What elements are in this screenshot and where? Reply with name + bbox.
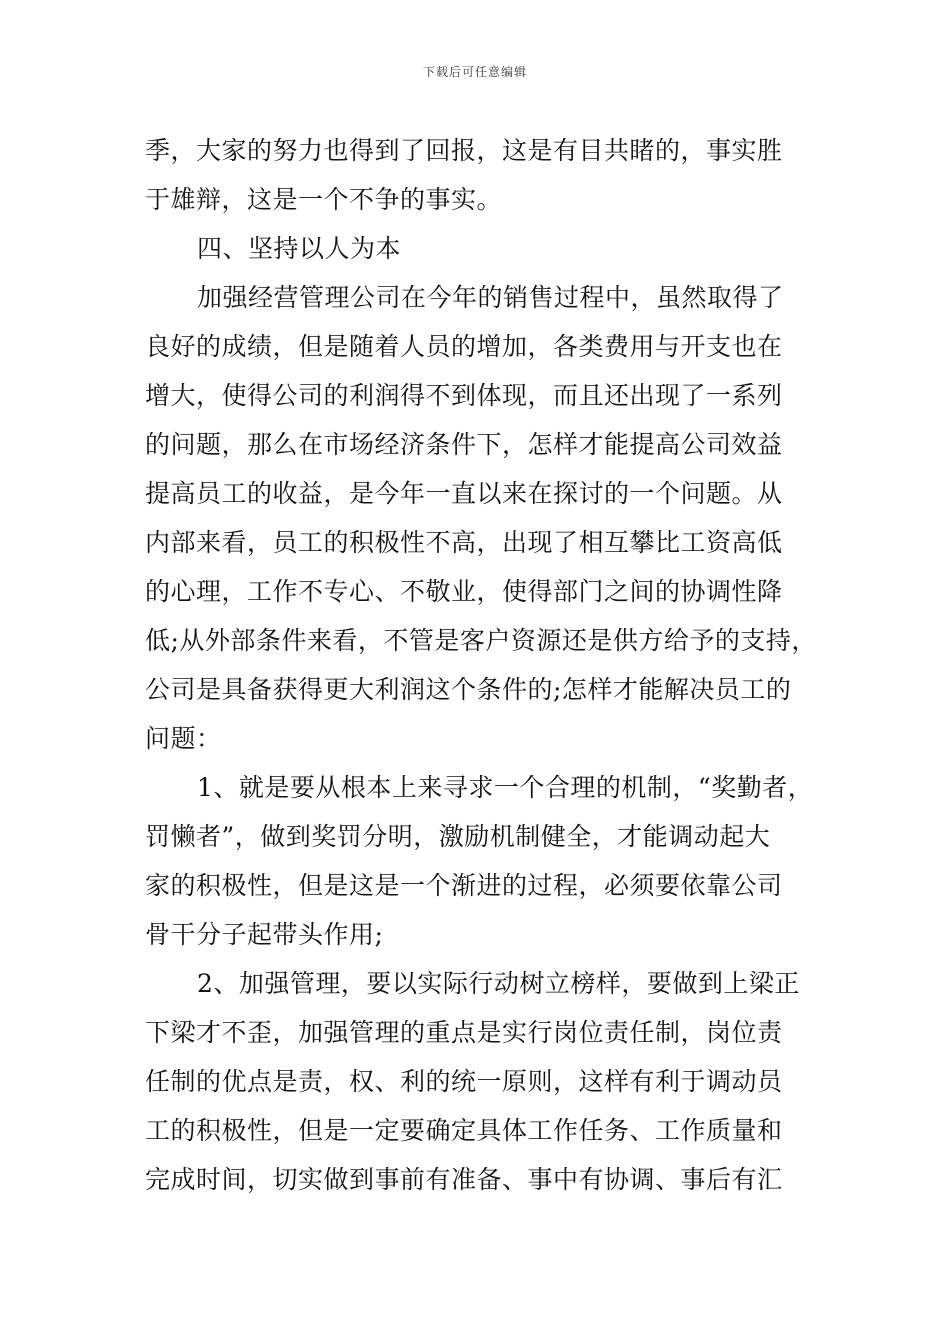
text-line: 家的积极性，但是这是一个渐进的过程，必须要依靠公司 <box>145 871 783 900</box>
text-line: 提高员工的收益，是今年一直以来在探讨的一个问题。从 <box>145 479 783 508</box>
text-line: 于雄辩，这是一个不争的事实。 <box>145 185 503 214</box>
text-line: 的心理，工作不专心、不敬业，使得部门之间的协调性降 <box>145 577 783 606</box>
body-text <box>145 126 825 1204</box>
text-line: 的问题，那么在市场经济条件下，怎样才能提高公司效益 <box>145 430 783 459</box>
text-line: 内部来看，员工的积极性不高，出现了相互攀比工资高低 <box>145 528 783 557</box>
text-line: 下梁才不歪，加强管理的重点是实行岗位责任制，岗位责 <box>145 1018 783 1047</box>
text-line: 季，大家的努力也得到了回报，这是有目共睹的，事实胜 <box>145 136 783 165</box>
text-line: 问题： <box>145 724 222 753</box>
text-line: 工的积极性，但是一定要确定具体工作任务、工作质量和 <box>145 1116 783 1145</box>
text-line: 加强经营管理公司在今年的销售过程中，虽然取得了 <box>197 283 784 312</box>
text-line: 完成时间，切实做到事前有准备、事中有协调、事后有汇 <box>145 1165 783 1194</box>
list-item-1: 1、就是要从根本上来寻求一个合理的机制，“奖勤者， <box>197 773 814 802</box>
list-item-2: 2、加强管理，要以实际行动树立榜样，要做到上梁正 <box>197 969 800 998</box>
text-line: 公司是具备获得更大利润这个条件的;怎样才能解决员工的 <box>145 675 792 704</box>
text-line: 增大，使得公司的利润得不到体现，而且还出现了一系列 <box>145 381 783 410</box>
text-line: 骨干分子起带头作用; <box>145 920 384 949</box>
section-heading: 四、坚持以人为本 <box>197 234 402 263</box>
text-line: 任制的优点是责，权、利的统一原则，这样有利于调动员 <box>145 1067 783 1096</box>
page-header: 下载后可任意编辑 <box>422 65 527 79</box>
text-line: 低;从外部条件来看，不管是客户资源还是供方给予的支持， <box>145 626 817 655</box>
text-line: 罚懒者”，做到奖罚分明，激励机制健全，才能调动起大 <box>145 822 771 851</box>
text-line: 良好的成绩，但是随着人员的增加，各类费用与开支也在 <box>145 332 783 361</box>
